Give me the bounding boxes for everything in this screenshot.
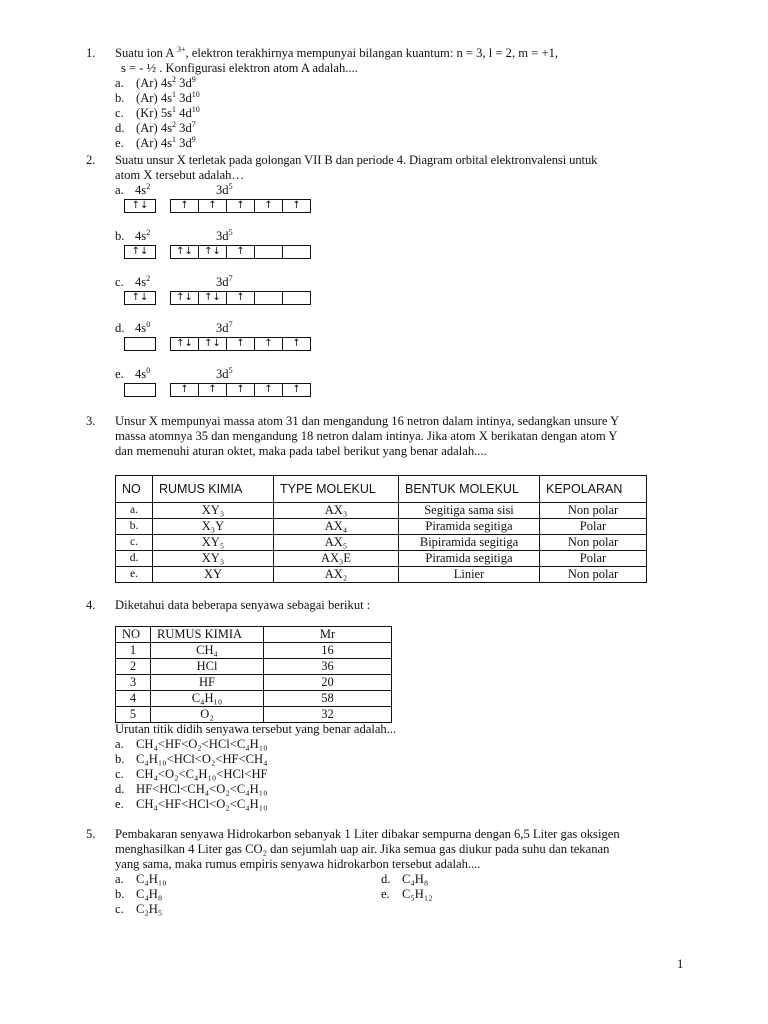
- option-letter: c.: [115, 106, 124, 120]
- label: 3d: [216, 367, 229, 381]
- table-cell: Segitiga sama sisi: [399, 503, 540, 519]
- question-text: menghasilkan 4 Liter gas CO₂ dan sejumlah uap air. Jika semua gas diukur pada suhu dan tekanan: [115, 842, 610, 856]
- orbital-box: ↑↓: [124, 245, 156, 259]
- label: 3d: [216, 275, 229, 289]
- orbital-box: ↑: [226, 383, 255, 397]
- exponent: 1: [172, 104, 177, 114]
- exponent: 2: [172, 119, 177, 129]
- orbital-box: [254, 291, 283, 305]
- question-text: Urutan titik didih senyawa tersebut yang benar adalah...: [115, 722, 397, 736]
- orbital-box: ↑↓: [124, 291, 156, 305]
- orbital-box: ↑↓: [198, 291, 227, 305]
- orbital-4s: [124, 291, 155, 305]
- orbital-4s: [124, 199, 155, 213]
- orbital-box: ↑: [254, 199, 283, 213]
- label: 4s: [135, 321, 147, 335]
- table-cell: Piramida segitiga: [399, 519, 540, 535]
- option-letter: c.: [115, 902, 124, 916]
- table-cell: Polar: [540, 551, 647, 567]
- option-text: CH₄<HF<HCl<O₂<C₄H₁₀: [136, 797, 268, 811]
- option-letter: e.: [115, 367, 124, 381]
- orbital-box: ↑: [226, 245, 255, 259]
- option-letter: d.: [115, 321, 125, 335]
- config-d: 3d: [176, 121, 192, 135]
- orbital-3d: [170, 337, 310, 351]
- table-row: [116, 503, 647, 519]
- table-cell: AX₃E: [274, 551, 399, 567]
- table-header-row: [116, 627, 392, 643]
- question-number: 3.: [86, 414, 96, 428]
- orbital-box: ↑: [170, 383, 199, 397]
- question-text: Unsur X mempunyai massa atom 31 dan mengandung 16 netron dalam intinya, sedangkan unsure Y: [115, 414, 620, 428]
- question-text: Suatu ion A $^{3+}$, elektron terakhirnya mempunyai bilangan kuantum: n = 3, l = 2, m = +1,: [115, 44, 559, 60]
- table-header-row: [116, 476, 647, 503]
- label: 3d: [216, 229, 229, 243]
- table-cell: AX₄: [274, 519, 399, 535]
- table-row: [116, 707, 392, 723]
- label: 4s: [135, 183, 147, 197]
- option-text: [136, 91, 200, 106]
- orbital-label-4s: [135, 275, 150, 290]
- option-text: [136, 121, 196, 136]
- page-number: 1: [677, 957, 684, 971]
- exponent: 2: [146, 227, 151, 237]
- option-letter: a.: [115, 872, 124, 886]
- orbital-box: ↑: [198, 199, 227, 213]
- question-text: Suatu unsur X terletak pada golongan VII B dan periode 4. Diagram orbital elektronvalensi untuk: [115, 153, 598, 167]
- option-letter: a.: [115, 183, 124, 197]
- option-text: C₅H₁₂: [402, 887, 433, 901]
- option-letter: e.: [115, 136, 124, 150]
- question-text: atom X tersebut adalah…: [115, 168, 245, 182]
- table-row: [116, 519, 647, 535]
- orbital-label-4s: [135, 321, 150, 336]
- orbital-box: [254, 245, 283, 259]
- question-text: s = - ½ . Konfigurasi elektron atom A adalah....: [121, 61, 358, 75]
- exponent: 2: [172, 74, 177, 84]
- option-letter: a.: [115, 76, 124, 90]
- table-cell: XY₅: [153, 535, 274, 551]
- exponent: 1: [172, 89, 177, 99]
- label: 4s: [135, 275, 147, 289]
- option-letter: e.: [115, 797, 124, 811]
- exponent: 2: [146, 273, 151, 283]
- orbital-label-3d: [216, 183, 233, 198]
- orbital-box: ↑: [282, 199, 311, 213]
- option-text: CH₄<HF<O₂<HCl<C₄H₁₀: [136, 737, 268, 751]
- table-row: [116, 567, 647, 583]
- table-cell: XY: [153, 567, 274, 583]
- table-cell: 3: [116, 675, 151, 691]
- exponent: 10: [191, 89, 200, 99]
- orbital-4s: [124, 383, 155, 397]
- table-cell: 58: [264, 691, 392, 707]
- config-core: (Ar) 4s: [136, 121, 173, 135]
- option-letter: b.: [115, 229, 125, 243]
- option-letter: c.: [115, 767, 124, 781]
- table-row: [116, 691, 392, 707]
- table-cell: HF: [151, 675, 264, 691]
- table-cell: C₄H₁₀: [151, 691, 264, 707]
- question-number: 4.: [86, 598, 96, 612]
- table-cell: 36: [264, 659, 392, 675]
- orbital-label-3d: [216, 367, 233, 382]
- orbital-box: ↑↓: [170, 245, 199, 259]
- orbital-box: ↑: [170, 199, 199, 213]
- table-cell: 1: [116, 643, 151, 659]
- orbital-3d: [170, 291, 310, 305]
- option-letter: b.: [115, 752, 125, 766]
- exponent: 0: [146, 319, 151, 329]
- col-header: RUMUS KIMIA: [153, 476, 274, 503]
- config-d: 3d: [176, 91, 192, 105]
- table-cell: 5: [116, 707, 151, 723]
- label: 4s: [135, 229, 147, 243]
- table-cell: XY₃: [153, 503, 274, 519]
- option-text: [136, 76, 196, 91]
- orbital-box: ↑: [282, 383, 311, 397]
- question-text: massa atomnya 35 dan mengandung 18 netron dalam intinya. Jika atom X berikatan dengan atom Y: [115, 429, 618, 443]
- exponent: 10: [191, 104, 200, 114]
- orbital-box: ↑: [226, 291, 255, 305]
- question-number: 5.: [86, 827, 96, 841]
- config-core: (Ar) 4s: [136, 91, 173, 105]
- table-row: [116, 675, 392, 691]
- option-text: [136, 106, 200, 121]
- molecule-table: [115, 475, 647, 583]
- table-row: [116, 643, 392, 659]
- orbital-box: ↑↓: [198, 337, 227, 351]
- question-number: 1.: [86, 46, 96, 60]
- orbital-4s: [124, 245, 155, 259]
- option-text: C₂H₅: [136, 902, 163, 916]
- table-cell: c.: [116, 535, 153, 551]
- option-letter: d.: [115, 782, 125, 796]
- table-cell: Linier: [399, 567, 540, 583]
- orbital-3d: [170, 245, 310, 259]
- orbital-4s: [124, 337, 155, 351]
- table-cell: 2: [116, 659, 151, 675]
- option-letter: b.: [115, 887, 125, 901]
- config-d: 3d: [176, 76, 192, 90]
- orbital-box: [282, 291, 311, 305]
- col-header: Mr: [264, 627, 392, 643]
- label: 3d: [216, 321, 229, 335]
- orbital-box: ↑↓: [198, 245, 227, 259]
- orbital-box: ↑: [198, 383, 227, 397]
- option-text: HF<HCl<CH₄<O₂<C₄H₁₀: [136, 782, 268, 796]
- compound-table: [115, 626, 392, 723]
- table-cell: 32: [264, 707, 392, 723]
- option-letter: c.: [115, 275, 124, 289]
- option-text: [136, 136, 196, 151]
- orbital-box: ↑: [254, 337, 283, 351]
- question-text: Diketahui data beberapa senyawa sebagai berikut :: [115, 598, 371, 612]
- orbital-label-3d: [216, 321, 233, 336]
- table-cell: e.: [116, 567, 153, 583]
- orbital-label-4s: [135, 229, 150, 244]
- table-cell: 4: [116, 691, 151, 707]
- config-d: 3d: [176, 136, 192, 150]
- table-cell: AX₃: [274, 503, 399, 519]
- config-d: 4d: [176, 106, 192, 120]
- exponent: 9: [191, 74, 196, 84]
- option-text: C₄H₈: [402, 872, 429, 886]
- table-cell: Polar: [540, 519, 647, 535]
- table-row: [116, 659, 392, 675]
- col-header: NO: [116, 476, 153, 503]
- config-core: (Kr) 5s: [136, 106, 173, 120]
- exponent: 7: [191, 119, 196, 129]
- orbital-box: ↑: [226, 337, 255, 351]
- exponent: 5: [228, 181, 233, 191]
- table-row: [116, 535, 647, 551]
- orbital-box: [124, 337, 156, 351]
- option-letter: d.: [381, 872, 391, 886]
- orbital-3d: [170, 383, 310, 397]
- table-cell: AX₅: [274, 535, 399, 551]
- table-cell: 20: [264, 675, 392, 691]
- table-cell: CH₄: [151, 643, 264, 659]
- table-cell: b.: [116, 519, 153, 535]
- col-header: KEPOLARAN: [540, 476, 647, 503]
- question-text: dan memenuhi aturan oktet, maka pada tabel berikut yang benar adalah....: [115, 444, 487, 458]
- table-row: [116, 551, 647, 567]
- option-letter: e.: [381, 887, 390, 901]
- table-cell: a.: [116, 503, 153, 519]
- exponent: 0: [146, 365, 151, 375]
- exponent: 7: [228, 273, 233, 283]
- orbital-box: ↑: [226, 199, 255, 213]
- table-cell: Bipiramida segitiga: [399, 535, 540, 551]
- option-letter: a.: [115, 737, 124, 751]
- orbital-box: ↑: [254, 383, 283, 397]
- orbital-box: [124, 383, 156, 397]
- option-letter: d.: [115, 121, 125, 135]
- table-cell: Non polar: [540, 535, 647, 551]
- option-text: C₄H₁₀: [136, 872, 167, 886]
- label: 3d: [216, 183, 229, 197]
- table-cell: Non polar: [540, 567, 647, 583]
- table-cell: Non polar: [540, 503, 647, 519]
- exponent: 7: [228, 319, 233, 329]
- col-header: TYPE MOLEKUL: [274, 476, 399, 503]
- option-letter: b.: [115, 91, 125, 105]
- orbital-3d: [170, 199, 310, 213]
- exponent: 5: [228, 227, 233, 237]
- orbital-box: ↑↓: [170, 337, 199, 351]
- orbital-box: [282, 245, 311, 259]
- orbital-box: ↑↓: [124, 199, 156, 213]
- question-text: yang sama, maka rumus empiris senyawa hidrokarbon tersebut adalah....: [115, 857, 481, 871]
- exponent: 5: [228, 365, 233, 375]
- orbital-box: ↑: [282, 337, 311, 351]
- table-cell: 16: [264, 643, 392, 659]
- question-number: 2.: [86, 153, 96, 167]
- col-header: NO: [116, 627, 151, 643]
- col-header: BENTUK MOLEKUL: [399, 476, 540, 503]
- table-cell: XY₃: [153, 551, 274, 567]
- config-core: (Ar) 4s: [136, 136, 173, 150]
- exponent: 9: [191, 134, 196, 144]
- option-text: C₄H₁₀<HCl<O₂<HF<CH₄: [136, 752, 268, 766]
- config-core: (Ar) 4s: [136, 76, 173, 90]
- table-cell: d.: [116, 551, 153, 567]
- orbital-label-4s: [135, 367, 150, 382]
- orbital-label-3d: [216, 229, 233, 244]
- exponent: 2: [146, 181, 151, 191]
- table-cell: HCl: [151, 659, 264, 675]
- table-cell: O₂: [151, 707, 264, 723]
- orbital-label-3d: [216, 275, 233, 290]
- col-header: RUMUS KIMIA: [151, 627, 264, 643]
- table-cell: X₃Y: [153, 519, 274, 535]
- orbital-box: ↑↓: [170, 291, 199, 305]
- table-cell: Piramida segitiga: [399, 551, 540, 567]
- orbital-label-4s: [135, 183, 150, 198]
- question-text: Pembakaran senyawa Hidrokarbon sebanyak 1 Liter dibakar sempurna dengan 6,5 Liter gas oksigen: [115, 827, 620, 841]
- option-text: C₄H₈: [136, 887, 163, 901]
- table-cell: AX₂: [274, 567, 399, 583]
- label: 4s: [135, 367, 147, 381]
- exponent: 1: [172, 134, 177, 144]
- option-text: CH₄<O₂<C₄H₁₀<HCl<HF: [136, 767, 268, 781]
